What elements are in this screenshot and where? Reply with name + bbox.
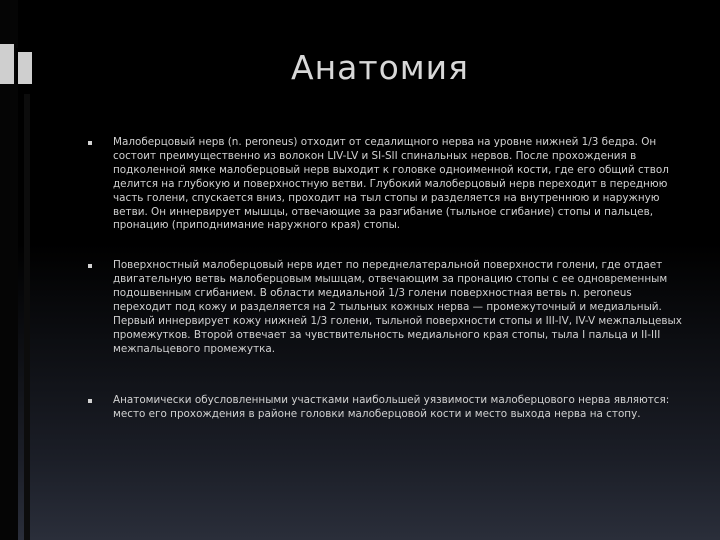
bullet-marker — [88, 264, 92, 268]
bullet-item — [88, 394, 688, 422]
slide-title: Анатомия — [291, 48, 469, 87]
bullet-item — [88, 136, 688, 233]
bullet-text: Поверхностный малоберцовый нерв идет по переднелатеральной поверхности голени, где отдает двигательную ветвь малоберцовым мышцам, отвечающим за пронацию стопы с ее одновременным подошвенным сгибанием. В области медиальной 1/3 голени поверхностная ветвь n. peroneus переходит под кожу и разделяется на 2 тыльных кожных нерва — промежуточный и медиальный. Первый иннервирует кожу нижней 1/3 голени, тыльной поверхности стопы и III-IV, IV-V межпальцевых промежутков. Второй отвечает за чувствительность медиального края стопы, тыла I пальца и II-III межпальцевого промежутка. — [113, 259, 682, 355]
decorative-stripe — [24, 94, 30, 540]
bullet-marker — [88, 141, 92, 145]
bullet-list — [88, 136, 688, 422]
bullet-text: Анатомически обусловленными участками наибольшей уязвимости малоберцового нерва являются: место его прохождения в районе головки малоберцовой кости и место выхода нерва на стопу. — [113, 393, 670, 420]
bullet-item — [88, 259, 688, 356]
bullet-text: Малоберцовый нерв (n. peroneus) отходит от седалищного нерва на уровне нижней 1/3 бедра. Он состоит преимущественно из волокон LIV-LV и SI-SII спинальных нервов. После прохождения в подколенной ямке малоберцовый нерв выходит к головке одноименной кости, где его общий ствол делится на глубокую и поверхностную ветви. Глубокий малоберцовый нерв переходит в переднюю часть голени, спускается вниз, проходит на тыл стопы и разделяется на внутреннюю и наружную ветви. Он иннервирует мышцы, отвечающие за разгибание (тыльное сгибание) стопы и пальцев, пронацию (приподнимание наружного края) стопы. — [113, 136, 669, 232]
bullet-marker — [88, 399, 92, 403]
